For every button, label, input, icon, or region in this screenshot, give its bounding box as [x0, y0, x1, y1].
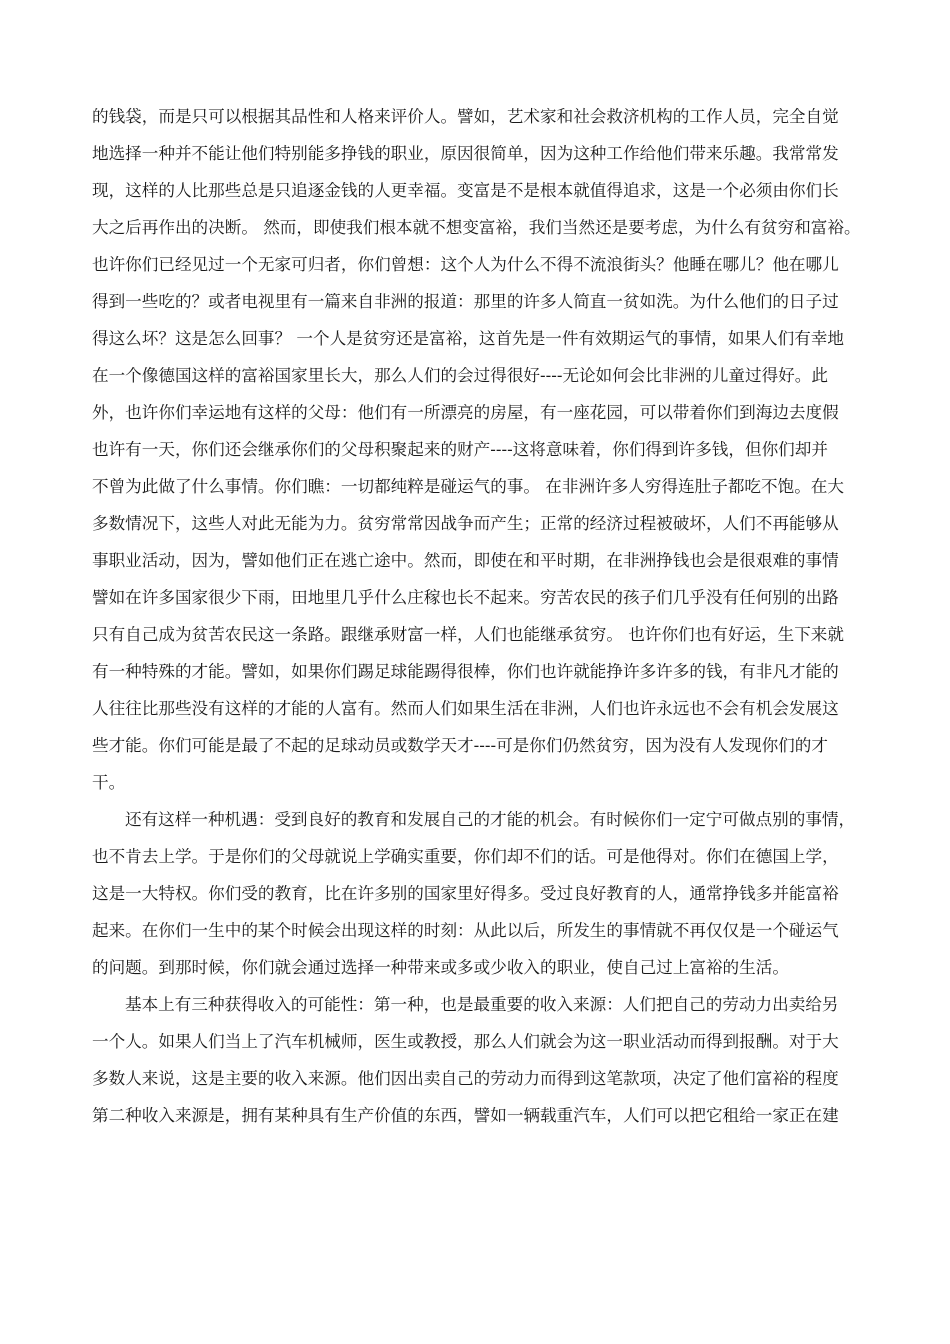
text-line: 多数情况下，这些人对此无能为力。贫穷常常因战争而产生；正常的经济过程被破坏，人们不再能够从: [92, 514, 839, 533]
text-line: 第二种收入来源是，拥有某种具有生产价值的东西，譬如一辆载重汽车，人们可以把它租给一家正在建: [92, 1106, 839, 1125]
text-line: 事职业活动，因为，譬如他们正在逃亡途中。然而，即使在和平时期，在非洲挣钱也会是很艰难的事情: [92, 551, 839, 570]
text-line: 也许有一天，你们还会继承你们的父母积聚起来的财产----这将意味着，你们得到许多钱，但你们却并: [92, 440, 828, 459]
text-line: 一个人。如果人们当上了汽车机械师，医生或教授，那么人们就会为这一职业活动而得到报酬。对于大: [92, 1032, 839, 1051]
text-line: 多数人来说，这是主要的收入来源。他们因出卖自己的劳动力而得到这笔款项，决定了他们富裕的程度: [92, 1069, 839, 1088]
text-line: 的钱袋，而是只可以根据其品性和人格来评价人。譬如，艺术家和社会救济机构的工作人员，完全自觉: [92, 107, 839, 126]
text-line: 只有自己成为贫苦农民这一条路。跟继承财富一样，人们也能继承贫穷。 也许你们也有好运，生下来就: [92, 625, 844, 644]
text-line: 基本上有三种获得收入的可能性：第一种，也是最重要的收入来源：人们把自己的劳动力出卖给另: [125, 995, 839, 1014]
text-line: 大之后再作出的决断。 然而，即使我们根本就不想变富裕，我们当然还是要考虑，为什么有贫穷和富裕。: [92, 218, 861, 237]
text-line: 人往往比那些没有这样的才能的人富有。然而人们如果生活在非洲，人们也许永远也不会有机会发展这: [92, 699, 839, 718]
text-line: 干。: [92, 773, 126, 792]
text-line: 的问题。到那时候，你们就会通过选择一种带来或多或少收入的职业，使自己过上富裕的生活。: [92, 958, 789, 977]
document-body: [92, 98, 862, 1134]
text-line: 还有这样一种机遇：受到良好的教育和发展自己的才能的机会。有时候你们一定宁可做点别的事情，: [125, 810, 856, 829]
text-line: 得到一些吃的？或者电视里有一篇来自非洲的报道：那里的许多人简直一贫如洗。为什么他们的日子过: [92, 292, 839, 311]
text-line: 得这么坏？这是怎么回事？ 一个人是贫穷还是富裕，这首先是一件有效期运气的事情，如果人们有幸地: [92, 329, 844, 348]
text-line: 这是一大特权。你们受的教育，比在许多别的国家里好得多。受过良好教育的人，通常挣钱多并能富裕: [92, 884, 839, 903]
text-line: 譬如在许多国家很少下雨，田地里几乎什么庄稼也长不起来。穷苦农民的孩子们几乎没有任何别的出路: [92, 588, 839, 607]
text-line: 也不肯去上学。于是你们的父母就说上学确实重要，你们却不们的话。可是他得对。你们在德国上学，: [92, 847, 839, 866]
text-line: 在一个像德国这样的富裕国家里长大，那么人们的会过得很好----无论如何会比非洲的儿童过得好。此: [92, 366, 828, 385]
text-line: 些才能。你们可能是最了不起的足球动员或数学天才----可是你们仍然贫穷，因为没有人发现你们的才: [92, 736, 828, 755]
text-line: 也许你们已经见过一个无家可归者，你们曾想：这个人为什么不得不流浪街头？他睡在哪儿？他在哪儿: [92, 255, 839, 274]
text-line: 起来。在你们一生中的某个时候会出现这样的时刻：从此以后，所发生的事情就不再仅仅是一个碰运气: [92, 921, 839, 940]
text-line: 地选择一种并不能让他们特别能多挣钱的职业，原因很简单，因为这种工作给他们带来乐趣。我常常发: [92, 144, 839, 163]
text-line: 现，这样的人比那些总是只追逐金钱的人更幸福。变富是不是根本就值得追求，这是一个必须由你们长: [92, 181, 839, 200]
text-line: 有一种特殊的才能。譬如，如果你们踢足球能踢得很棒，你们也许就能挣许多许多的钱，有非凡才能的: [92, 662, 839, 681]
text-line: 外，也许你们幸运地有这样的父母：他们有一所漂亮的房屋，有一座花园，可以带着你们到海边去度假: [92, 403, 839, 422]
text-line: 不曾为此做了什么事情。你们瞧：一切都纯粹是碰运气的事。 在非洲许多人穷得连肚子都吃不饱。在大: [92, 477, 844, 496]
